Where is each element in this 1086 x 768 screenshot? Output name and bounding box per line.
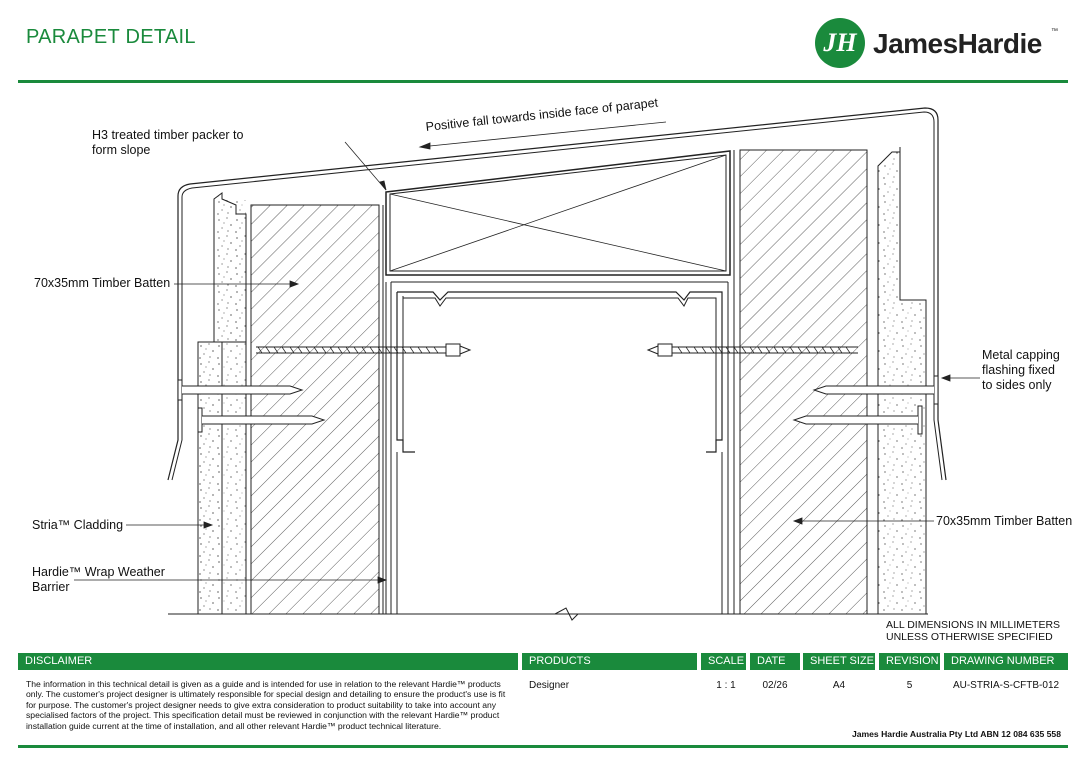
header-sheet-size: SHEET SIZE	[803, 653, 875, 670]
header-disclaimer: DISCLAIMER	[18, 653, 518, 670]
header-drawing-number: DRAWING NUMBER	[944, 653, 1068, 670]
header-date: DATE	[750, 653, 800, 670]
label-timber-batten-left: 70x35mm Timber Batten	[34, 276, 171, 290]
disclaimer-text: The information in this technical detail is given as a guide and is intended for use in relation to the relevant Hardie™ products only. The customer's project designer is ultimately responsible for special design and detailing to ensure the product's use is fit for purpose. The customer's project designer needs to give extra consideration to product suitability to take into account any specialised factors of the project. This specification detail must be reviewed in conjunction with the relevant Hardie™ product installation guide current at the time of installation, and all other relevant Hardie™ product technical literature.	[26, 679, 506, 731]
dimensions-note	[886, 619, 1060, 643]
label-positive-fall: Positive fall towards inside face of parapet	[425, 95, 659, 134]
label-timber-packer: H3 treated timber packer to form slope	[92, 128, 244, 157]
label-timber-batten-right: 70x35mm Timber Batten	[936, 514, 1073, 528]
value-date: 02/26	[762, 680, 788, 691]
header-products: PRODUCTS	[522, 653, 697, 670]
logo-monogram: JH	[823, 28, 857, 57]
value-scale: 1 : 1	[716, 680, 736, 691]
logo-wordmark: JamesHardie	[873, 28, 1042, 59]
page-title: PARAPET DETAIL	[26, 26, 196, 48]
company-abn: James Hardie Australia Pty Ltd ABN 12 084 635 558	[851, 729, 1061, 739]
value-sheet-size: A4	[832, 680, 846, 691]
stria-cladding-right	[878, 147, 926, 614]
label-stria-cladding: Stria™ Cladding	[32, 518, 124, 532]
logo-trademark: ™	[1051, 28, 1058, 35]
label-metal-capping: Metal capping flashing fixed to sides only	[982, 348, 1060, 392]
value-drawing-number: AU-STRIA-S-CFTB-012	[952, 680, 1060, 691]
timber-batten-right	[740, 150, 867, 614]
value-products: Designer	[529, 680, 570, 691]
dimensions-note-line2: UNLESS OTHERWISE SPECIFIED	[886, 631, 1053, 643]
header-scale: SCALE	[701, 653, 746, 670]
footer-rule	[18, 745, 1068, 748]
header-revision: REVISION	[879, 653, 940, 670]
dimensions-note-line1: ALL DIMENSIONS IN MILLIMETERS	[886, 619, 1061, 631]
value-revision: 5	[906, 680, 913, 691]
timber-batten-left	[251, 205, 379, 614]
label-hardie-wrap: Hardie™ Wrap Weather Barrier	[32, 565, 165, 594]
